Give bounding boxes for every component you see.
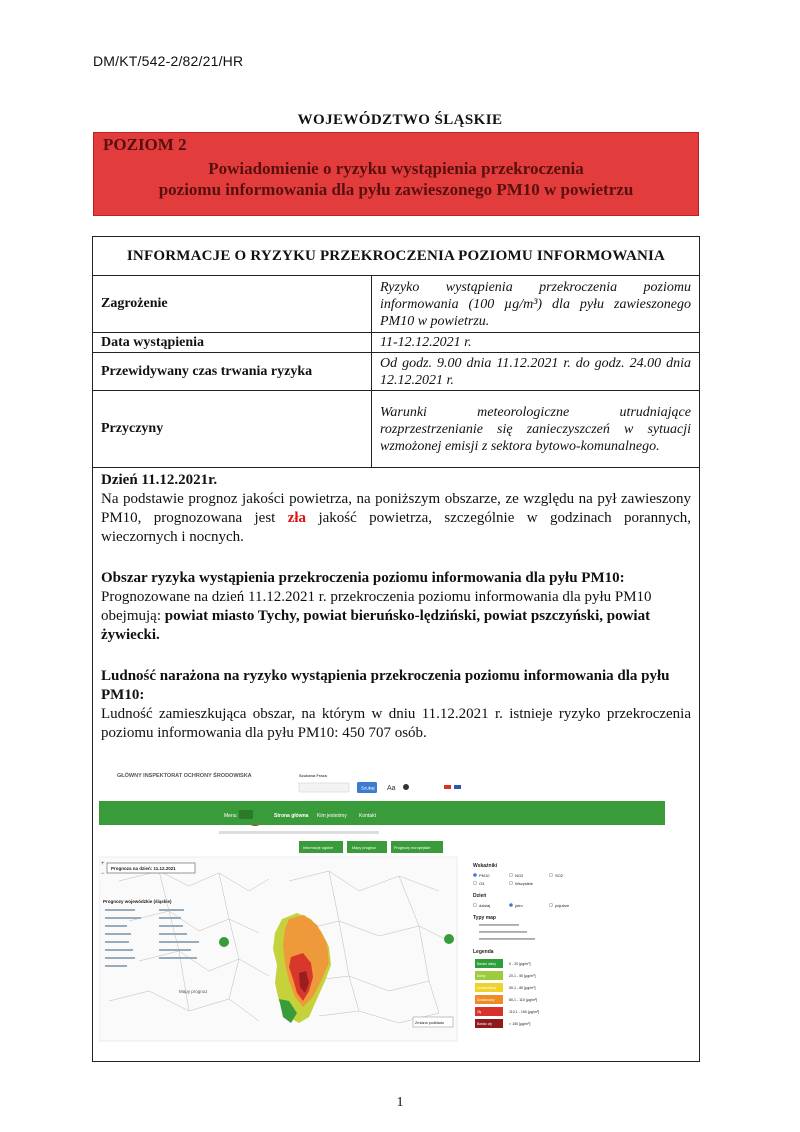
legend-range: 110,1 - 150 [µg/m³] [509,1010,540,1014]
day-selector-title: Dzień [473,893,487,899]
page-number: 1 [396,1095,404,1110]
row-label-date: Data wystąpienia [93,333,372,353]
row-value-threat [372,276,700,333]
indicator-all: Wszystkie [515,881,533,886]
legend-range: 20,1 - 50 [µg/m³] [509,974,536,978]
day-after-tomorrow: pojutrze [555,903,570,908]
indicator-no2: NO2 [515,873,524,878]
search-input[interactable] [299,783,349,792]
legend-range: 0 - 20 [µg/m³] [509,962,531,966]
legend-range: 80,1 - 110 [µg/m³] [509,998,538,1002]
tab-forecast-maps-label: Mapy prognoz [352,846,377,850]
search-button-label: Szukaj [361,785,375,791]
day-text-before: Na podstawie prognoz jakości powietrza, na poniższym obszarze, ze względu na pył zawieszony PM10, prognozowana jest [101,491,691,526]
zoom-in-icon[interactable]: + [101,861,105,867]
arrow-left-icon[interactable] [219,937,229,947]
day-text-after: jakość powietrza, szczególnie w godzinach porannych, wieczornych i nocnych. [101,510,692,545]
basemap-button-label: Zmiana podkładu [415,1021,445,1025]
map-types-title: Typy map [473,915,496,921]
area-districts: powiat miasto Tychy, powiat bieruńsko-lędziński, powiat pszczyński, powiat żywiecki. [101,608,651,643]
alert-title-line1: Powiadomienie o ryzyku wystąpienia przekroczenia [208,159,584,178]
hamburger-icon[interactable] [239,810,253,819]
forecast-details-cell [93,468,700,1062]
indicator-pm10: PM10 [479,873,490,878]
tab-euro-forecasts-label: Prognozy europejskie [394,846,431,850]
day-tomorrow: jutro [515,903,523,908]
gios-map-screenshot [99,761,665,1051]
radio-tomorrow[interactable] [509,903,513,907]
flag-en-icon[interactable] [454,785,461,789]
arrow-right-icon[interactable] [444,934,454,944]
alert-title [94,158,698,200]
regional-forecasts-title: Prognozy wojewódzkie (śląskie) [103,899,172,904]
indicator-so2: SO2 [555,873,564,878]
tab-general-info-label: Informacje ogólne [303,846,334,850]
indicators-title: Wskaźniki [473,863,498,869]
legend-title: Legenda [473,949,494,955]
flag-pl-icon[interactable] [444,785,451,789]
population-title: Ludność narażona na ryzyko wystąpienia przekroczenia poziomu informowania dla pyłu PM10: [101,668,670,703]
zoom-out-icon[interactable]: − [101,871,105,877]
forecast-date-label: Prognoza na dzień: 11.12.2021 [111,866,176,871]
area-title: Obszar ryzyka wystąpienia przekroczenia poziomu informowania dla pyłu PM10: [101,570,625,586]
region-title: WOJEWÓDZTWO ŚLĄSKIE [297,112,503,128]
document-reference: DM/KT/542-2/82/21/HR [93,53,244,69]
row-label-causes: Przyczyny [93,391,372,468]
nav-home[interactable]: Strona główna [274,813,309,819]
legend-label: Bardzo dobry [477,962,496,966]
table-heading: INFORMACJE O RYZYKU PRZEKROCZENIA POZIOMU INFORMOWANIA [93,237,700,276]
alert-banner [93,132,699,216]
day-today: dzisiaj [479,903,491,908]
font-size-toggle[interactable]: Aa [387,785,396,792]
population-paragraph: Ludność zamieszkująca obszar, na którym w dniu 11.12.2021 r. istnieje ryzyko przekroczenia poziomu informowania dla pyłu PM10: 450 707 osób. [101,706,691,741]
row-label-duration: Przewidywany czas trwania ryzyka [93,353,372,391]
row-value-causes: Warunki meteorologiczne utrudniające rozprzestrzenianie się zanieczyszczeń w sytuacji wzmożonej emisji z sektora bytowo-komunalnego. [372,391,700,468]
legend-label: Dobry [477,974,486,978]
search-label: Szukana Fraza [299,773,327,778]
legend-label: Umiarkowany [477,986,497,990]
area-paragraph [101,588,691,645]
menu-label[interactable]: Menu [224,813,237,819]
more-maps-link[interactable]: Mapy prognoz [179,989,208,994]
legend-label: Dostateczny [477,998,495,1002]
site-title: GŁÓWNY INSPEKTORAT OCHRONY ŚRODOWISKA [117,773,252,779]
radio-pm10[interactable] [473,873,477,877]
quality-bad-word: zła [287,510,307,526]
nav-about[interactable]: Kim jesteśmy [317,813,347,819]
legend-label: Zły [477,1010,482,1014]
day-title: Dzień 11.12.2021r. [101,472,218,488]
breadcrumb [219,831,379,834]
area-text: Prognozowane na dzień 11.12.2021 r. przekroczenia poziomu informowania dla pyłu PM10 obejmują: [101,589,652,624]
alert-level: POZIOM 2 [103,135,187,154]
indicator-o3: O3 [479,881,485,886]
day-paragraph [101,490,691,547]
legend-range: > 150 [µg/m³] [509,1022,531,1026]
legend-label: Bardzo zły [477,1022,492,1026]
row-value-duration: Od godz. 9.00 dnia 11.12.2021 r. do godz. 24.00 dnia 12.12.2021 r. [372,353,700,391]
row-value-date: 11-12.12.2021 r. [372,333,700,353]
row-label-threat: Zagrożenie [93,276,372,333]
info-table [92,236,700,1062]
threat-value-text: Ryzyko wystąpienia przekroczenia poziomu informowania (100 µg/m³) dla pyłu zawieszonego PM10 w powietrzu. [380,279,691,329]
legend-range: 50,1 - 80 [µg/m³] [509,986,536,990]
nav-bar [99,801,665,825]
alert-title-line2: poziomu informowania dla pyłu zawieszonego PM10 w powietrzu [158,180,634,199]
contrast-icon[interactable] [403,784,409,790]
nav-contact[interactable]: Kontakt [359,813,376,819]
